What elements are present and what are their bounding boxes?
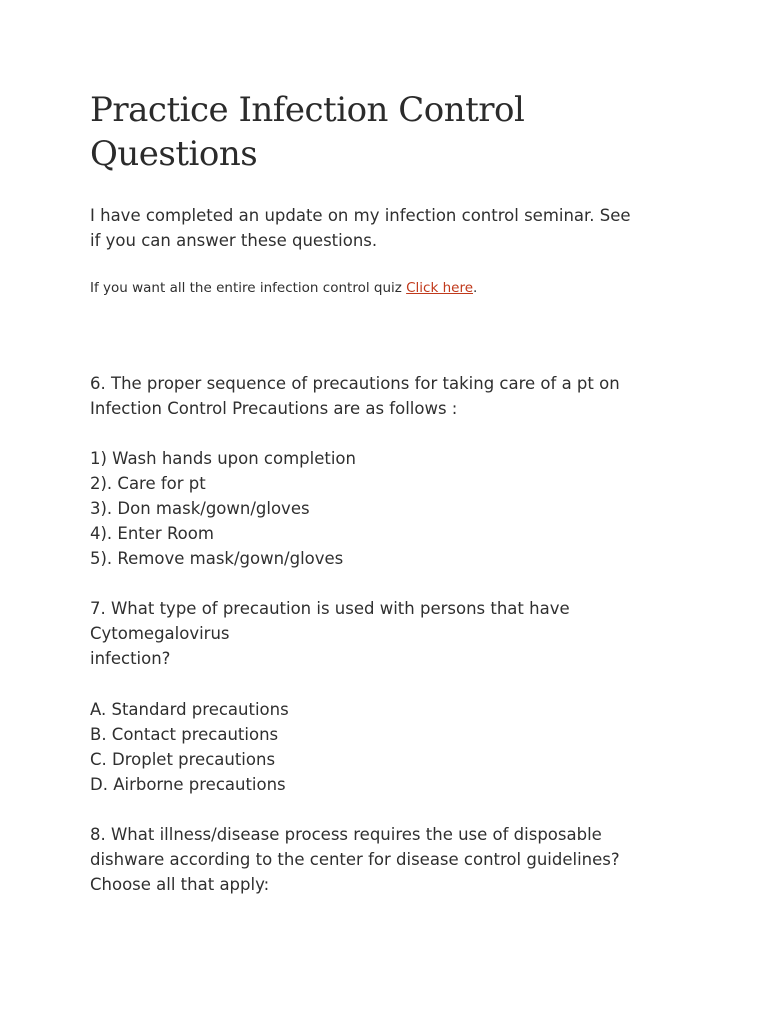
page-title (90, 88, 690, 176)
list-item: 1) Wash hands upon completion (90, 449, 356, 468)
list-item: 2). Care for pt (90, 474, 206, 493)
question-8-line-3: Choose all that apply: (90, 875, 270, 894)
answer-option: A. Standard precautions (90, 700, 289, 719)
page-title-line-2: Questions (90, 134, 258, 174)
intro-paragraph (90, 203, 690, 253)
question-8-line-2: dishware according to the center for disease control guidelines? (90, 850, 620, 869)
question-7-options (90, 697, 690, 797)
page-title-line-1: Practice Infection Control (90, 90, 525, 130)
answer-option: C. Droplet precautions (90, 750, 276, 769)
list-item: 3). Don mask/gown/gloves (90, 499, 310, 518)
list-item: 4). Enter Room (90, 524, 214, 543)
question-6-list (90, 446, 690, 571)
question-7-line-1: 7. What type of precaution is used with persons that have (90, 599, 570, 618)
intro-line-2: if you can answer these questions. (90, 231, 378, 250)
question-6-line-2: Infection Control Precautions are as follows : (90, 399, 458, 418)
answer-option: D. Airborne precautions (90, 775, 286, 794)
question-8-line-1: 8. What illness/disease process requires the use of disposable (90, 825, 602, 844)
question-8 (90, 822, 690, 897)
question-6-line-1: 6. The proper sequence of precautions for taking care of a pt on (90, 374, 620, 393)
list-item: 5). Remove mask/gown/gloves (90, 549, 344, 568)
quiz-prompt (90, 277, 690, 299)
question-7 (90, 596, 690, 671)
question-6 (90, 371, 690, 421)
quiz-prompt-trailing: . (473, 280, 478, 296)
click-here-link[interactable]: Click here (406, 280, 474, 296)
question-7-line-3: infection? (90, 649, 171, 668)
answer-option: B. Contact precautions (90, 725, 279, 744)
question-7-line-2: Cytomegalovirus (90, 624, 230, 643)
quiz-prompt-text: If you want all the entire infection control quiz (90, 280, 407, 296)
intro-line-1: I have completed an update on my infection control seminar. See (90, 206, 631, 225)
